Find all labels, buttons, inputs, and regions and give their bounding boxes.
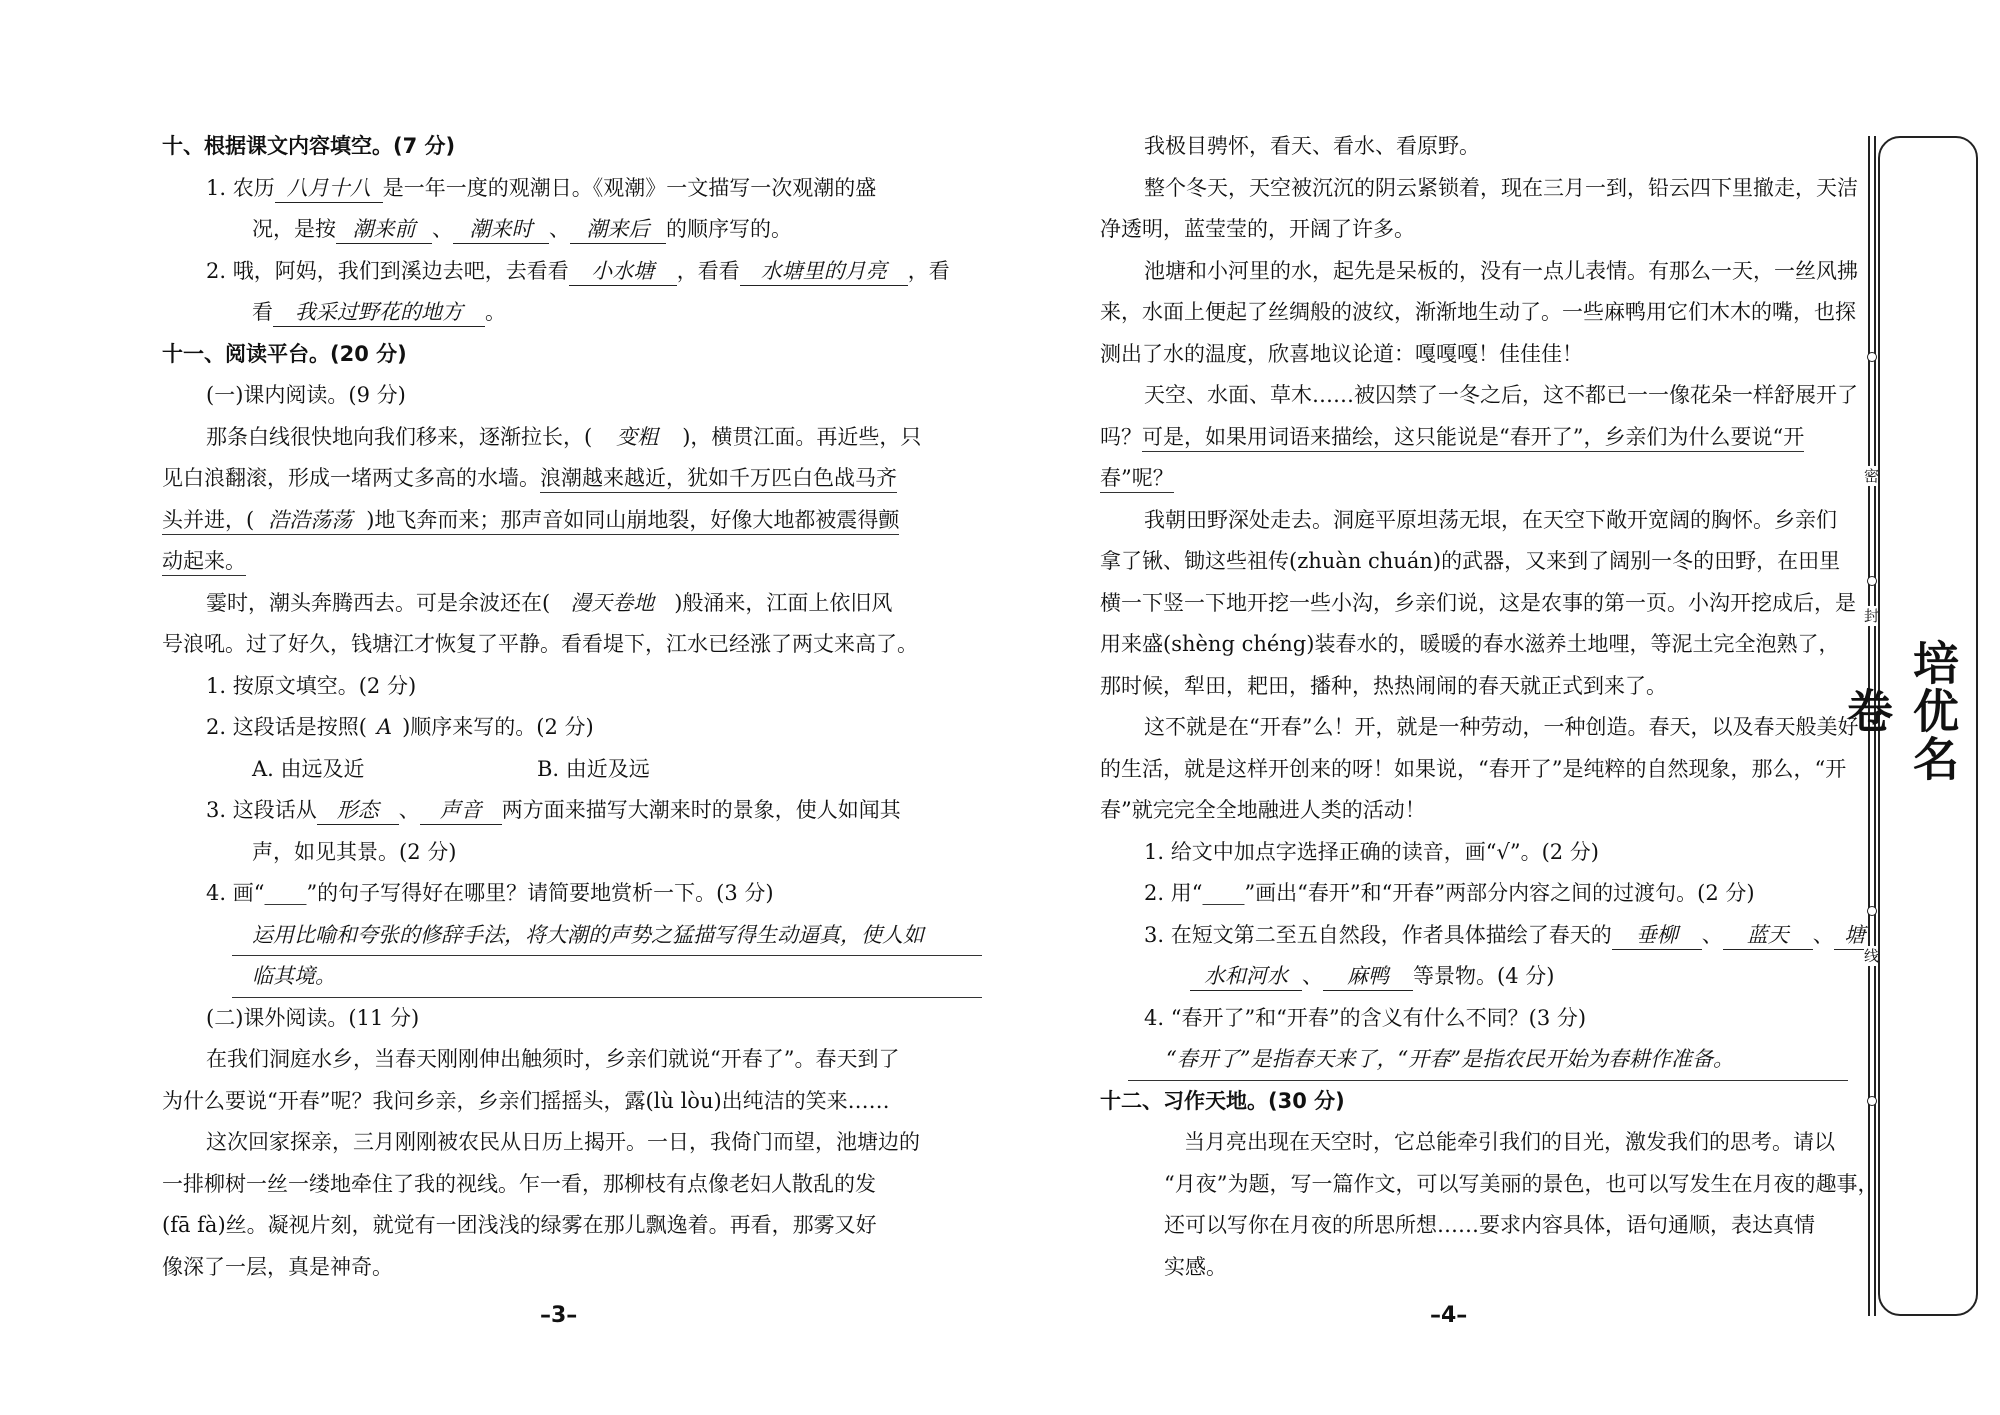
passage-line: 来，水面上便起了丝绸般的波纹，渐渐地生动了。一些麻鸭用它们木木的嘴，也探	[1100, 300, 1856, 324]
seal-char-mid: 封	[1864, 607, 1880, 625]
passage-line: 号浪吼。过了好久，钱塘江才恢复了平静。看看堤下，江水已经涨了两丈来高了。	[162, 632, 918, 656]
answer-blank: 水和河水	[1190, 962, 1302, 991]
answer-blank: 形态	[317, 796, 399, 825]
answer-blank: 垂柳	[1612, 921, 1702, 950]
page-number-left: –3–	[540, 1303, 578, 1328]
passage-line: 春”就完完全全地融进人类的活动！	[1100, 798, 1426, 822]
reading-question-3-cont: 声，如见其景。(2 分)	[252, 839, 457, 864]
passage-line: 一排柳树一丝一缕地牵住了我的视线。乍一看，那柳枝有点像老妇人散乱的发	[162, 1171, 876, 1196]
section-10-title: 十、根据课文内容填空。(7 分)	[162, 134, 456, 158]
answer-blank: 潮来前	[336, 215, 432, 244]
reading-question-3-cont: 水和河水 、 麻鸭 等景物。(4 分)	[1100, 956, 1850, 998]
passage-line: 的生活，就是这样开创来的呀！如果说，“春开了”是纯粹的自然现象，那么，“开	[1100, 756, 1847, 781]
option-a: A. 由远及近	[252, 756, 365, 781]
passage-line: 横一下竖一下地开挖一些小沟，乡亲们说，这是农事的第一页。小沟开挖成后，是	[1100, 590, 1856, 615]
binding-strip	[1840, 136, 1982, 1316]
reading-question-2-options	[162, 749, 962, 791]
composition-line: “月夜”为题，写一篇作文，可以写美丽的景色，也可以写发生在月夜的趣事，	[1164, 1171, 1879, 1196]
passage-line: 春”呢？	[1100, 458, 1850, 500]
section-11-title: 十一、阅读平台。(20 分)	[162, 341, 407, 366]
binding-hole	[1867, 906, 1877, 916]
passage-line: 动起来。	[162, 541, 962, 583]
reading-question-1: 1. 按原文填空。(2 分)	[206, 673, 417, 698]
passage-line: 净透明，蓝莹莹的，开阔了许多。	[1100, 217, 1415, 241]
passage-line: 霎时，潮头奔腾西去。可是余波还在( 漫天卷地 )般涌来，江面上依旧风	[206, 590, 893, 615]
reading-question-2: 2. 这段话是按照( A )顺序来写的。(2 分)	[206, 715, 594, 739]
passage-line: 吗？可是，如果用词语来描绘，这只能说是“春开了”，乡亲们为什么要说“开	[1100, 417, 1850, 459]
answer-blank: 我采过野花的地方	[273, 298, 485, 327]
passage-line: 整个冬天，天空被沉沉的阴云紧锁着，现在三月一到，铅云四下里撤走，天洁	[1144, 175, 1858, 200]
page-number-right: –4–	[1430, 1303, 1468, 1328]
composition-line: 当月亮出现在天空时，它总能牵引我们的目光，激发我们的思考。请以	[1184, 1130, 1835, 1154]
binding-hole	[1867, 576, 1877, 586]
reading-question-1: 1. 给文中加点字选择正确的读音，画“√”。(2 分)	[1144, 839, 1599, 864]
answer-line: 运用比喻和夸张的修辞手法，将大潮的声势之猛描写得生动逼真，使人如	[232, 915, 982, 957]
reading-question-2: 2. 用“____”画出“春开”和“开春”两部分内容之间的过渡句。(2 分)	[1144, 881, 1755, 905]
composition-line: 实感。	[1164, 1254, 1227, 1279]
answer-blank: 麻鸭	[1323, 962, 1413, 991]
passage-line: 这次回家探亲，三月刚刚被农民从日历上揭开。一日，我倚门而望，池塘边的	[206, 1130, 920, 1154]
answer-line: “春开了”是指春天来了，“开春”是指农民开始为春耕作准备。	[1128, 1039, 1848, 1081]
answer-blank: 蓝天	[1723, 921, 1813, 950]
left-page	[162, 126, 962, 1288]
subsection-1-title: (一)课内阅读。(9 分)	[206, 383, 406, 407]
reading-question-4: 4. 画“____”的句子写得好在哪里？请简要地赏析一下。(3 分)	[206, 881, 774, 905]
answer-line: 临其境。	[232, 956, 982, 998]
passage-line: (fā fà)丝。凝视片刻，就觉有一团浅浅的绿雾在那儿飘逸着。再看，那雾又好	[162, 1213, 877, 1237]
seal-char-bot: 线	[1864, 947, 1880, 965]
answer-blank: 水塘里的月亮	[740, 257, 908, 286]
passage-line: 为什么要说“开春”呢？我问乡亲，乡亲们摇摇头，露(lù lòu)出纯洁的笑来……	[162, 1088, 890, 1113]
passage-line: 见白浪翻滚，形成一堵两丈多高的水墙。浪潮越来越近，犹如千万匹白色战马齐	[162, 458, 962, 500]
underlined-sentence: 浪潮越来越近，犹如千万匹白色战马齐	[540, 466, 897, 493]
answer-blank: 声音	[420, 796, 502, 825]
question-10-2: 2. 哦，阿妈，我们到溪边去吧，去看看 小水塘 ，看看 水塘里的月亮 ，看	[162, 251, 962, 293]
question-10-2-cont: 看 我采过野花的地方 。	[162, 292, 962, 334]
passage-line: 这不就是在“开春”么！开，就是一种劳动，一种创造。春天，以及春天般美好	[1144, 715, 1859, 739]
passage-line	[162, 500, 962, 542]
passage-line: 那时候，犁田，耙田，播种，热热闹闹的春天就正式到来了。	[1100, 673, 1667, 698]
answer-blank: 潮来后	[570, 215, 666, 244]
reading-question-3: 3. 在短文第二至五自然段，作者具体描绘了春天的 垂柳 、 蓝天 、 塘	[1100, 915, 1850, 957]
binding-hole	[1867, 352, 1877, 362]
answer-blank: 小水塘	[569, 257, 677, 286]
brand-logo: 培优名卷	[1840, 639, 1960, 783]
subsection-2-title: (二)课外阅读。(11 分)	[206, 1005, 420, 1030]
option-b: B. 由近及远	[537, 756, 650, 781]
answer-blank: 潮来时	[453, 215, 549, 244]
composition-line: 还可以写你在月夜的所思所想……要求内容具体，语句通顺，表达真情	[1164, 1213, 1815, 1237]
right-page	[1100, 126, 1879, 1288]
passage-line: 那条白线很快地向我们移来，逐渐拉长，( 变粗 )，横贯江面。再近些，只	[206, 424, 922, 449]
question-10-1: 1. 农历 八月十八 是一年一度的观潮日。《观潮》一文描写一次观潮的盛	[162, 168, 962, 210]
binding-hole	[1867, 1096, 1877, 1106]
passage-line: 天空、水面、草木……被囚禁了一冬之后，这不都已一一像花朵一样舒展开了	[1144, 383, 1858, 407]
passage-line: 测出了水的温度，欣喜地议论道：嘎嘎嘎！佳佳佳！	[1100, 341, 1583, 366]
question-10-1-cont: 况，是按 潮来前 、 潮来时 、 潮来后 的顺序写的。	[162, 209, 962, 251]
passage-line: 拿了锹、锄这些祖传(zhuàn chuán)的武器，又来到了阔别一冬的田野，在田里	[1100, 549, 1841, 573]
passage-line: 我朝田野深处走去。洞庭平原坦荡无垠，在天空下敞开宽阔的胸怀。乡亲们	[1144, 507, 1837, 532]
passage-line: 用来盛(shèng chéng)装春水的，暖暖的春水滋养土地哩，等泥土完全泡熟了，	[1100, 632, 1840, 656]
section-12-title: 十二、习作天地。(30 分)	[1100, 1088, 1345, 1113]
reading-question-4: 4. “春开了”和“开春”的含义有什么不同？(3 分)	[1144, 1005, 1587, 1030]
passage-line: 我极目骋怀，看天、看水、看原野。	[1144, 134, 1480, 158]
passage-line: 池塘和小河里的水，起先是呆板的，没有一点儿表情。有那么一天，一丝风拂	[1144, 258, 1858, 283]
reading-question-3: 3. 这段话从 形态 、 声音 两方面来描写大潮来时的景象，使人如闻其	[162, 790, 962, 832]
answer-blank: 八月十八	[275, 174, 383, 203]
underlined-sentence: 头并进，( 浩浩荡荡 )地飞奔而来；那声音如同山崩地裂，好像大地都被震得颤	[162, 508, 899, 535]
seal-char-top: 密	[1864, 467, 1880, 485]
answer-blank: 塘	[1834, 921, 1876, 950]
passage-line: 在我们洞庭水乡，当春天刚刚伸出触须时，乡亲们就说“开春了”。春天到了	[206, 1047, 900, 1071]
transition-sentence: 可是，如果用词语来描绘，这只能说是“春开了”，乡亲们为什么要说“开	[1142, 425, 1804, 452]
passage-line: 像深了一层，真是神奇。	[162, 1254, 393, 1279]
